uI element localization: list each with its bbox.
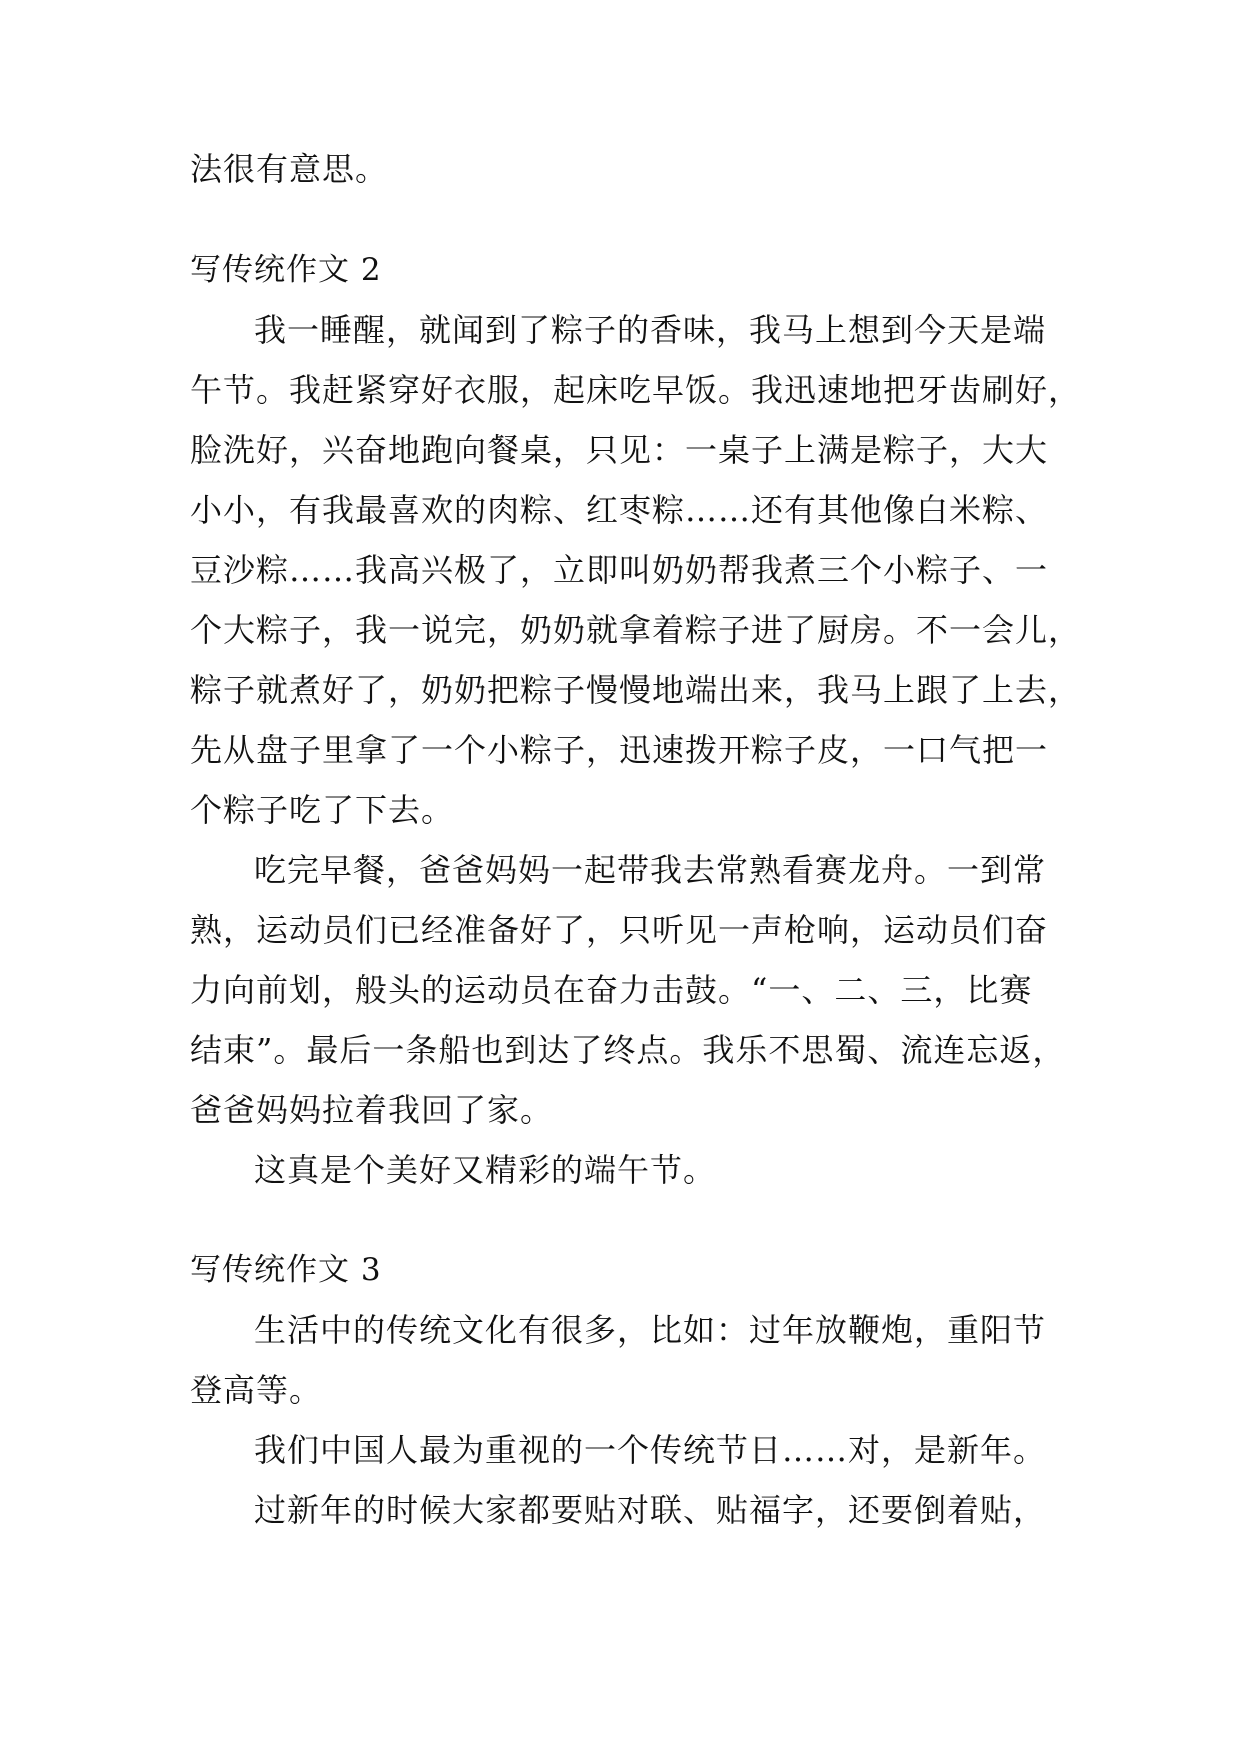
paragraph-line: 这真是个美好又精彩的端午节。 xyxy=(254,1151,717,1189)
section-2-title: 写传统作文 2 xyxy=(190,252,382,288)
paragraph-line: 豆沙粽……我高兴极了，立即叫奶奶帮我煮三个小粽子、一 xyxy=(190,551,1049,589)
paragraph-line: 先从盘子里拿了一个小粽子，迅速拨开粽子皮，一口气把一 xyxy=(190,731,1049,769)
section-3-title: 写传统作文 3 xyxy=(190,1252,382,1288)
paragraph-line: 登高等。 xyxy=(190,1371,323,1409)
paragraph-line: 我们中国人最为重视的一个传统节日……对，是新年。 xyxy=(254,1431,1047,1469)
paragraph-line: 生活中的传统文化有很多，比如：过年放鞭炮，重阳节 xyxy=(254,1311,1047,1349)
paragraph-line: 力向前划，般头的运动员在奋力击鼓。“一、二、三，比赛 xyxy=(190,971,1033,1009)
paragraph-line: 我一睡醒，就闻到了粽子的香味，我马上想到今天是端 xyxy=(254,311,1047,349)
paragraph-line: 粽子就煮好了，奶奶把粽子慢慢地端出来，我马上跟了上去， xyxy=(190,671,1082,709)
paragraph-line: 结束”。最后一条船也到达了终点。我乐不思蜀、流连忘返， xyxy=(190,1031,1066,1069)
paragraph-line: 个粽子吃了下去。 xyxy=(190,791,455,829)
continuation-line: 法很有意思。 xyxy=(190,150,389,188)
paragraph-line: 午节。我赶紧穿好衣服，起床吃早饭。我迅速地把牙齿刷好， xyxy=(190,371,1082,409)
paragraph-line: 个大粽子，我一说完，奶奶就拿着粽子进了厨房。不一会儿， xyxy=(190,611,1082,649)
paragraph-line: 熟，运动员们已经准备好了，只听见一声枪响，运动员们奋 xyxy=(190,911,1049,949)
paragraph-line: 脸洗好，兴奋地跑向餐桌，只见：一桌子上满是粽子，大大 xyxy=(190,431,1049,469)
paragraph-line: 过新年的时候大家都要贴对联、贴福字，还要倒着贴， xyxy=(254,1491,1047,1529)
paragraph-line: 小小，有我最喜欢的肉粽、红枣粽……还有其他像白米粽、 xyxy=(190,491,1049,529)
paragraph-line: 吃完早餐，爸爸妈妈一起带我去常熟看赛龙舟。一到常 xyxy=(254,851,1047,889)
paragraph-line: 爸爸妈妈拉着我回了家。 xyxy=(190,1091,554,1129)
